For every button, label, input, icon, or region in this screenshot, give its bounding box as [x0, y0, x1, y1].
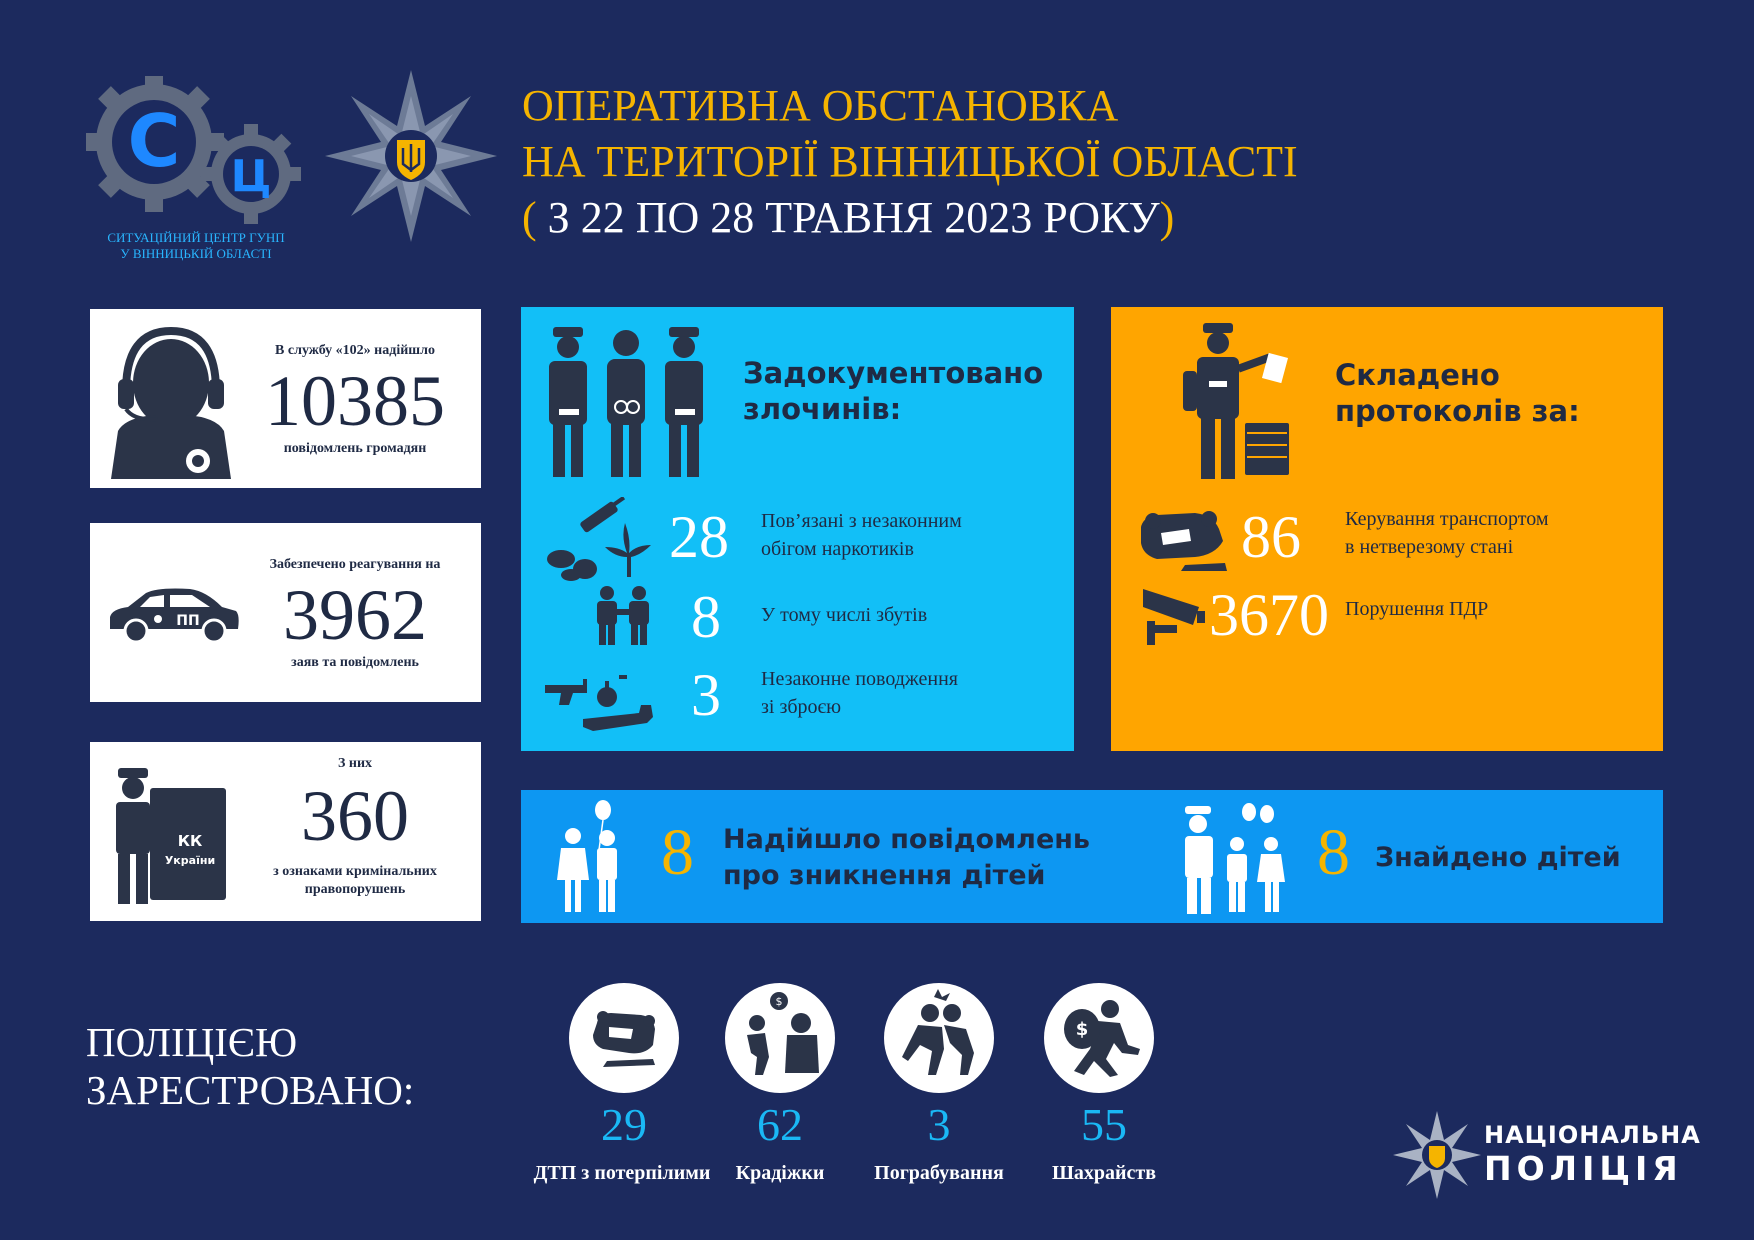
- situational-center-caption: [88, 230, 304, 262]
- weapons-icon: [543, 665, 657, 735]
- police-car-icon: [106, 585, 242, 645]
- stat-robberies-value: 3: [927, 1099, 951, 1150]
- card-responses-value: 3962: [283, 575, 427, 655]
- svg-text:України: України: [164, 854, 216, 867]
- theft-icon: [725, 983, 835, 1093]
- children-found-text: Знайдено дітей: [1375, 842, 1621, 873]
- crimes-drugs-text-line2: обігом наркотиків: [761, 538, 914, 560]
- children-panel: [521, 790, 1663, 923]
- sc-caption-line1: СИТУАЦІЙНИЙ ЦЕНТР ГУНП: [107, 230, 285, 245]
- card-criminal-subcaption-2: правопорушень: [304, 882, 406, 897]
- card-calls-caption: В службу «102» надійшло: [275, 343, 435, 358]
- title-paren-close: ): [1159, 193, 1175, 242]
- crimes-dealing-text: [761, 601, 927, 629]
- svg-text:$: $: [775, 995, 783, 1008]
- protocols-traffic-value: 3670: [1209, 582, 1329, 648]
- found-children-icon: [1181, 800, 1291, 916]
- robbery-badge: [884, 983, 994, 1093]
- national-police-line1: НАЦІОНАЛЬНА: [1484, 1121, 1701, 1149]
- traffic-camera-icon: [1141, 585, 1207, 647]
- national-police-line2: ПОЛІЦІЯ: [1484, 1149, 1683, 1188]
- svg-text:ПП: ПП: [176, 613, 200, 629]
- registered-label-line2: ЗАРЕСТРОВАНО:: [86, 1067, 415, 1113]
- fraud-badge: [1044, 983, 1154, 1093]
- children-missing-text: [723, 822, 1090, 894]
- crimes-panel: [521, 307, 1074, 751]
- card-criminal-value: 360: [301, 776, 409, 856]
- svg-text:С: С: [127, 99, 181, 183]
- children-missing-text-line2: про зникнення дітей: [723, 860, 1046, 891]
- situational-center-logo: [86, 76, 302, 226]
- police-star-emblem: [322, 68, 500, 244]
- crimes-drugs-value: 28: [669, 504, 729, 570]
- stat-frauds-label: Шахрайств: [1051, 1162, 1157, 1184]
- card-responses: [90, 523, 481, 702]
- national-police-wordmark: [1484, 1118, 1701, 1186]
- crimes-drugs-text-line1: Пов’язані з незаконним: [761, 510, 962, 532]
- stat-frauds-value: 55: [1081, 1099, 1127, 1150]
- title-line2: НА ТЕРИТОРІЇ ВІННИЦЬКОЇ ОБЛАСТІ: [522, 137, 1298, 186]
- title-line1: ОПЕРАТИВНА ОБСТАНОВКА: [522, 81, 1119, 130]
- police-star-icon: [322, 68, 500, 244]
- crimes-weapons-text: [761, 665, 958, 721]
- protocols-dui-text: [1345, 505, 1549, 561]
- crimes-heading: [743, 355, 1043, 427]
- sc-caption-line2: У ВІННИЦЬКІЙ ОБЛАСТІ: [120, 246, 272, 261]
- drugs-icon: [543, 497, 657, 581]
- protocols-panel: [1111, 307, 1663, 751]
- title-paren-open: (: [522, 193, 537, 242]
- car-crash-badge: [569, 983, 679, 1093]
- svg-text:Ц: Ц: [230, 151, 272, 202]
- crimes-drugs-text: [761, 507, 962, 563]
- fraud-icon: [1044, 983, 1154, 1093]
- stat-thefts-value: 62: [757, 1099, 803, 1150]
- operator-headset-icon: [106, 321, 236, 479]
- policeman-codex-icon: [106, 768, 236, 908]
- robbery-icon: [884, 983, 994, 1093]
- protocols-dui-text-line2: в нетверезому стані: [1345, 536, 1514, 558]
- registered-label-line1: ПОЛІЦІЄЮ: [86, 1019, 298, 1065]
- protocols-dui-text-line1: Керування транспортом: [1345, 508, 1549, 530]
- stat-thefts-label: Крадіжки: [735, 1162, 825, 1184]
- traffic-officer-icon: [1181, 321, 1291, 481]
- protocols-heading-line2: протоколів за:: [1335, 394, 1580, 428]
- car-crash-icon: [569, 983, 679, 1093]
- police-star-small-icon: [1392, 1110, 1482, 1200]
- title-line3: [522, 190, 1298, 246]
- crimes-weapons-text-line1: Незаконне поводження: [761, 668, 958, 690]
- title-period: З 22 ПО 28 ТРАВНЯ 2023 РОКУ: [536, 193, 1160, 242]
- protocols-traffic-text: [1345, 595, 1488, 623]
- crimes-weapons-value: 3: [691, 662, 721, 728]
- registered-label: [86, 1018, 414, 1114]
- protocols-heading: [1335, 357, 1580, 429]
- svg-text:$: $: [1075, 1019, 1089, 1040]
- gears-icon: [86, 76, 302, 226]
- theft-badge: [725, 983, 835, 1093]
- svg-text:КК: КК: [177, 832, 203, 850]
- card-criminal-caption: З них: [337, 756, 373, 771]
- card-criminal: [90, 742, 481, 921]
- page-title: [522, 78, 1298, 246]
- card-responses-caption: Забезпечено реагування на: [269, 557, 441, 572]
- overturned-car-icon: [1135, 507, 1231, 573]
- protocols-heading-line1: Складено: [1335, 358, 1500, 392]
- crimes-dealing-value: 8: [691, 584, 721, 650]
- protocols-traffic-text-line1: Порушення ПДР: [1345, 598, 1489, 620]
- police-arrest-icon: [541, 323, 711, 479]
- crimes-dealing-text-line1: У тому числі збутів: [761, 604, 928, 626]
- card-calls-102: [90, 309, 481, 488]
- stat-accidents-value: 29: [601, 1099, 647, 1150]
- missing-children-icon: [557, 800, 627, 916]
- crimes-heading-line1: Задокументовано: [743, 356, 1044, 390]
- card-responses-subcaption: заяв та повідомлень: [291, 655, 419, 670]
- drug-dealing-icon: [593, 585, 655, 647]
- protocols-dui-value: 86: [1241, 504, 1301, 570]
- children-missing-value: 8: [661, 816, 694, 889]
- card-calls-subcaption: повідомлень громадян: [283, 441, 427, 456]
- children-found-value: 8: [1317, 816, 1350, 889]
- crimes-heading-line2: злочинів:: [743, 392, 902, 426]
- national-police-logo: [1392, 1110, 1482, 1200]
- card-criminal-subcaption-1: з ознаками кримінальних: [273, 864, 437, 879]
- card-calls-value: 10385: [265, 361, 445, 441]
- children-missing-text-line1: Надійшло повідомлень: [723, 824, 1090, 855]
- stat-robberies-label: Пограбування: [874, 1162, 1004, 1184]
- stat-accidents-label: ДТП з потерпілими: [533, 1162, 711, 1184]
- crimes-weapons-text-line2: зі зброєю: [761, 696, 842, 718]
